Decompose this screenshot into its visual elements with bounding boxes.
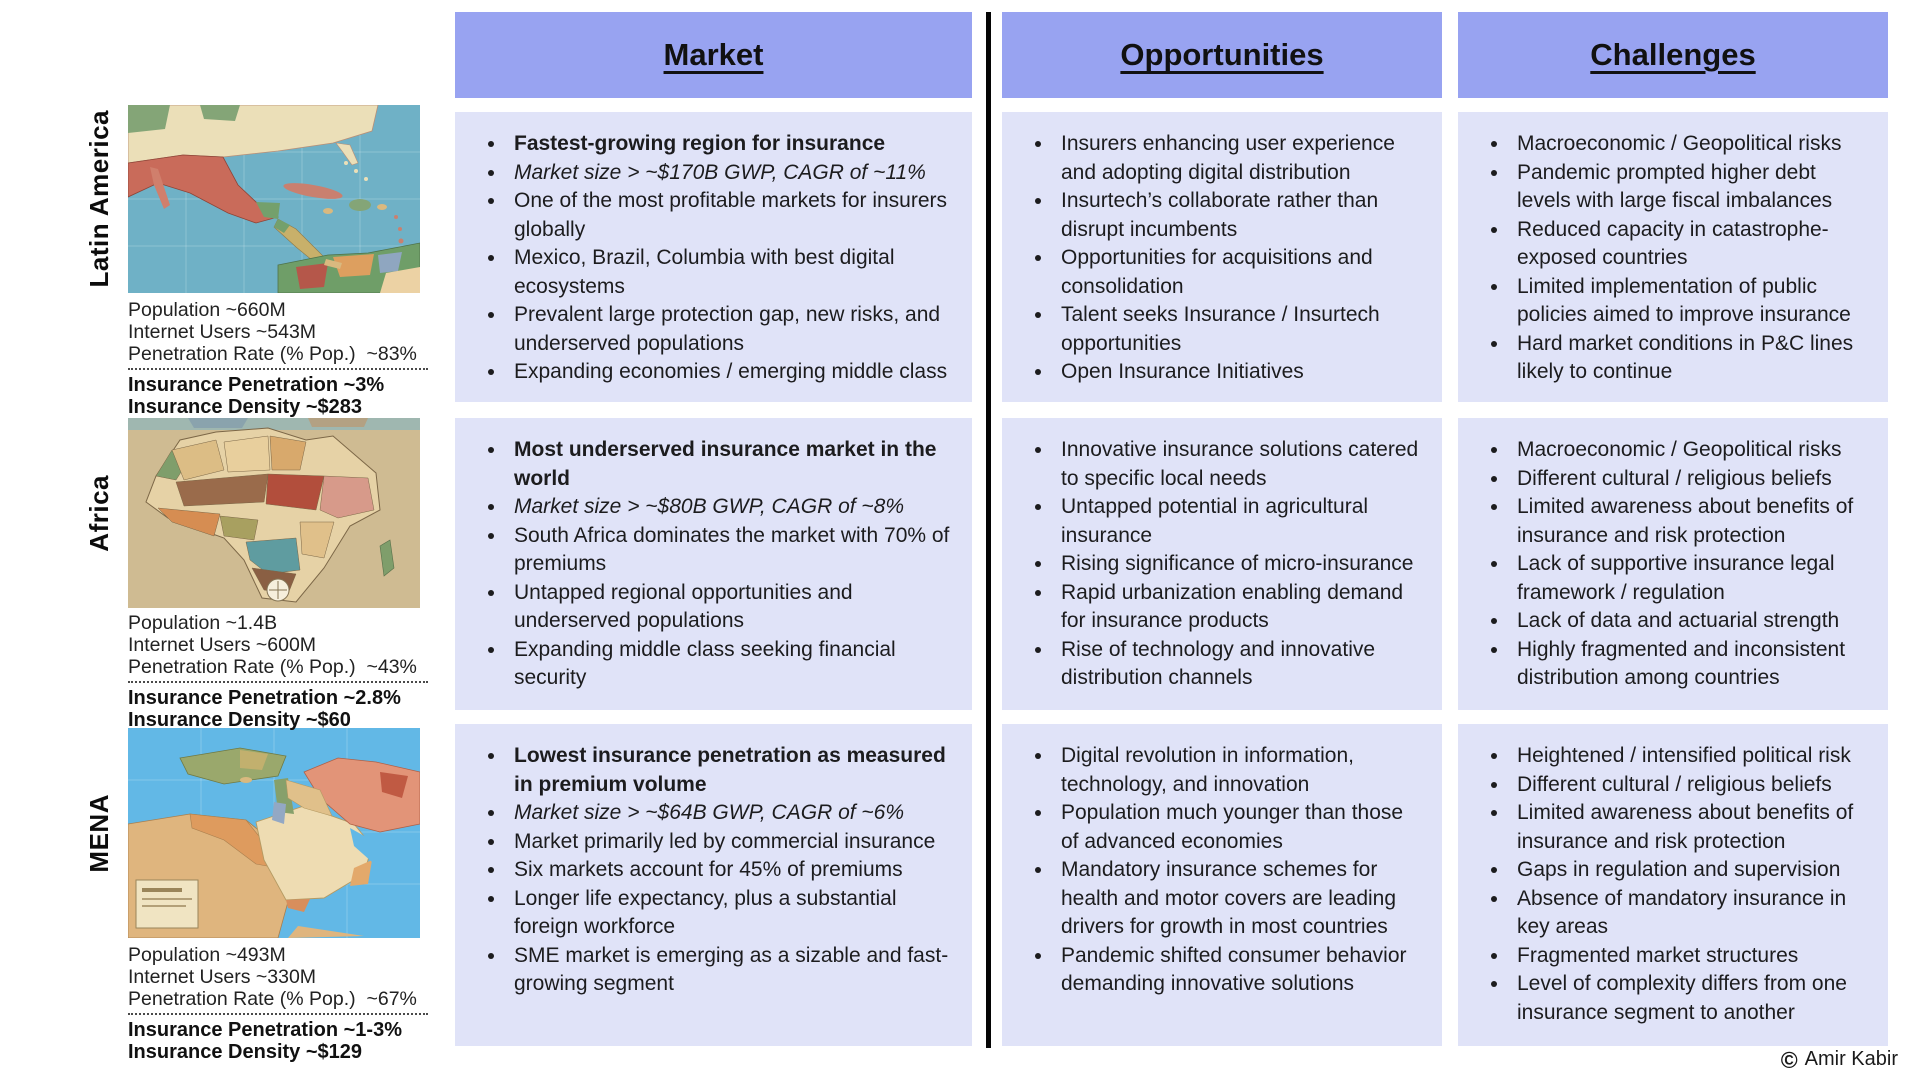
bullet-item: • Pandemic shifted consumer behavior demanding innovative solutions bbox=[1054, 942, 1422, 999]
bullet-item: • Open Insurance Initiatives bbox=[1054, 358, 1422, 387]
region-label-latin-america-text: Latin America bbox=[83, 110, 114, 288]
bullet-item: • SME market is emerging as a sizable and fast-growing segment bbox=[507, 942, 952, 999]
column-header-opportunities bbox=[1002, 12, 1442, 98]
bullet-item: • Limited awareness about benefits of insurance and risk protection bbox=[1510, 799, 1868, 856]
copyright-icon: © bbox=[1780, 1046, 1798, 1073]
column-header-market-label: Market bbox=[663, 37, 764, 72]
bullet-list bbox=[1028, 742, 1422, 999]
cell-africa-market bbox=[455, 418, 972, 710]
bullet-item: • Talent seeks Insurance / Insurtech opportunities bbox=[1054, 301, 1422, 358]
bullet-item: • Most underserved insurance market in the world bbox=[507, 436, 952, 493]
bullet-item: • Market size > ~$80B GWP, CAGR of ~8% bbox=[507, 493, 952, 522]
bullet-item: • Reduced capacity in catastrophe-exposed countries bbox=[1510, 216, 1868, 273]
bullet-item: • Prevalent large protection gap, new risks, and underserved populations bbox=[507, 301, 952, 358]
bullet-item: • Limited awareness about benefits of insurance and risk protection bbox=[1510, 493, 1868, 550]
bullet-item: • Mexico, Brazil, Columbia with best digital ecosystems bbox=[507, 244, 952, 301]
stat-line: Penetration Rate (% Pop.) ~43% bbox=[128, 656, 428, 683]
stat-line: Population ~660M bbox=[128, 299, 286, 321]
mena-map bbox=[128, 728, 420, 938]
region-label-mena-text: MENA bbox=[83, 793, 114, 873]
region-stats-africa bbox=[128, 612, 428, 731]
bullet-item: • Untapped regional opportunities and underserved populations bbox=[507, 579, 952, 636]
region-label-mena bbox=[76, 728, 122, 938]
bullet-item: • Heightened / intensified political risk bbox=[1510, 742, 1868, 771]
cell-africa-challenges bbox=[1458, 418, 1888, 710]
africa-map bbox=[128, 418, 420, 608]
cell-latin-america-challenges bbox=[1458, 112, 1888, 402]
bullet-item: • Six markets account for 45% of premiums bbox=[507, 856, 952, 885]
stat-line: Insurance Penetration ~2.8% bbox=[128, 687, 401, 709]
bullet-item: • Lack of supportive insurance legal framework / regulation bbox=[1510, 550, 1868, 607]
bullet-item: • Limited implementation of public policies aimed to improve insurance bbox=[1510, 273, 1868, 330]
bullet-list bbox=[481, 436, 952, 693]
bullet-item: • Expanding economies / emerging middle class bbox=[507, 358, 952, 387]
stats-list bbox=[128, 944, 428, 1063]
column-header-market bbox=[455, 12, 972, 98]
bullet-list bbox=[1484, 436, 1868, 693]
bullet-item: • Mandatory insurance schemes for health and motor covers are leading drivers for growth in most countries bbox=[1054, 856, 1422, 942]
credit bbox=[1781, 1048, 1898, 1071]
bullet-item: • Highly fragmented and inconsistent distribution among countries bbox=[1510, 636, 1868, 693]
stat-line: Penetration Rate (% Pop.) ~83% bbox=[128, 343, 428, 370]
bullet-item: • Hard market conditions in P&C lines likely to continue bbox=[1510, 330, 1868, 387]
bullet-item: • Insurtech’s collaborate rather than disrupt incumbents bbox=[1054, 187, 1422, 244]
bullet-list bbox=[1028, 436, 1422, 693]
bullet-item: • Market size > ~$170B GWP, CAGR of ~11% bbox=[507, 159, 952, 188]
bullet-item: • Innovative insurance solutions catered to specific local needs bbox=[1054, 436, 1422, 493]
column-divider bbox=[986, 12, 991, 1048]
column-header-challenges bbox=[1458, 12, 1888, 98]
bullet-item: • Fragmented market structures bbox=[1510, 942, 1868, 971]
bullet-item: • Rising significance of micro-insurance bbox=[1054, 550, 1422, 579]
cell-mena-challenges bbox=[1458, 724, 1888, 1046]
bullet-item: • Macroeconomic / Geopolitical risks bbox=[1510, 436, 1868, 465]
bullet-item: • Rapid urbanization enabling demand for insurance products bbox=[1054, 579, 1422, 636]
cell-africa-opportunities bbox=[1002, 418, 1442, 710]
bullet-item: • Opportunities for acquisitions and consolidation bbox=[1054, 244, 1422, 301]
region-label-africa-text: Africa bbox=[83, 474, 114, 552]
bullet-item: • Different cultural / religious beliefs bbox=[1510, 465, 1868, 494]
region-label-latin-america bbox=[76, 105, 122, 293]
region-label-africa bbox=[76, 418, 122, 608]
latin-america-map bbox=[128, 105, 420, 293]
stat-line: Insurance Density ~$129 bbox=[128, 1041, 363, 1063]
stat-line: Population ~493M bbox=[128, 944, 286, 966]
bullet-item: • Market size > ~$64B GWP, CAGR of ~6% bbox=[507, 799, 952, 828]
bullet-list bbox=[1484, 742, 1868, 1027]
bullet-item: • Population much younger than those of advanced economies bbox=[1054, 799, 1422, 856]
cell-mena-opportunities bbox=[1002, 724, 1442, 1046]
bullet-item: • Digital revolution in information, technology, and innovation bbox=[1054, 742, 1422, 799]
bullet-list bbox=[481, 130, 952, 387]
stat-line: Insurance Penetration ~3% bbox=[128, 374, 385, 396]
cell-latin-america-opportunities bbox=[1002, 112, 1442, 402]
region-stats-mena bbox=[128, 944, 428, 1063]
bullet-list bbox=[1484, 130, 1868, 387]
bullet-item: • Different cultural / religious beliefs bbox=[1510, 771, 1868, 800]
bullet-item: • Absence of mandatory insurance in key areas bbox=[1510, 885, 1868, 942]
bullet-item: • Expanding middle class seeking financial security bbox=[507, 636, 952, 693]
stat-line: Internet Users ~600M bbox=[128, 634, 317, 656]
stat-line: Insurance Penetration ~1-3% bbox=[128, 1019, 402, 1041]
cell-mena-market bbox=[455, 724, 972, 1046]
stat-line: Internet Users ~330M bbox=[128, 966, 317, 988]
bullet-item: • One of the most profitable markets for insurers globally bbox=[507, 187, 952, 244]
stats-list bbox=[128, 299, 428, 418]
cell-latin-america-market bbox=[455, 112, 972, 402]
credit-name: Amir Kabir bbox=[1804, 1048, 1898, 1070]
column-header-challenges-label: Challenges bbox=[1590, 37, 1756, 72]
bullet-list bbox=[481, 742, 952, 999]
bullet-item: • Macroeconomic / Geopolitical risks bbox=[1510, 130, 1868, 159]
stat-line: Penetration Rate (% Pop.) ~67% bbox=[128, 988, 428, 1015]
column-header-opportunities-label: Opportunities bbox=[1120, 37, 1324, 72]
bullet-item: • Pandemic prompted higher debt levels with large fiscal imbalances bbox=[1510, 159, 1868, 216]
stat-line: Insurance Density ~$283 bbox=[128, 396, 363, 418]
stat-line: Internet Users ~543M bbox=[128, 321, 317, 343]
bullet-item: • Longer life expectancy, plus a substantial foreign workforce bbox=[507, 885, 952, 942]
bullet-item: • Market primarily led by commercial insurance bbox=[507, 828, 952, 857]
bullet-item: • South Africa dominates the market with 70% of premiums bbox=[507, 522, 952, 579]
bullet-item: • Untapped potential in agricultural insurance bbox=[1054, 493, 1422, 550]
region-stats-latin-america bbox=[128, 299, 428, 418]
bullet-item: • Level of complexity differs from one insurance segment to another bbox=[1510, 970, 1868, 1027]
bullet-item: • Insurers enhancing user experience and adopting digital distribution bbox=[1054, 130, 1422, 187]
bullet-item: • Fastest-growing region for insurance bbox=[507, 130, 952, 159]
stat-line: Population ~1.4B bbox=[128, 612, 278, 634]
bullet-item: • Lack of data and actuarial strength bbox=[1510, 607, 1868, 636]
stat-line: Insurance Density ~$60 bbox=[128, 709, 351, 731]
bullet-list bbox=[1028, 130, 1422, 387]
bullet-item: • Rise of technology and innovative distribution channels bbox=[1054, 636, 1422, 693]
bullet-item: • Gaps in regulation and supervision bbox=[1510, 856, 1868, 885]
stats-list bbox=[128, 612, 428, 731]
bullet-item: • Lowest insurance penetration as measured in premium volume bbox=[507, 742, 952, 799]
